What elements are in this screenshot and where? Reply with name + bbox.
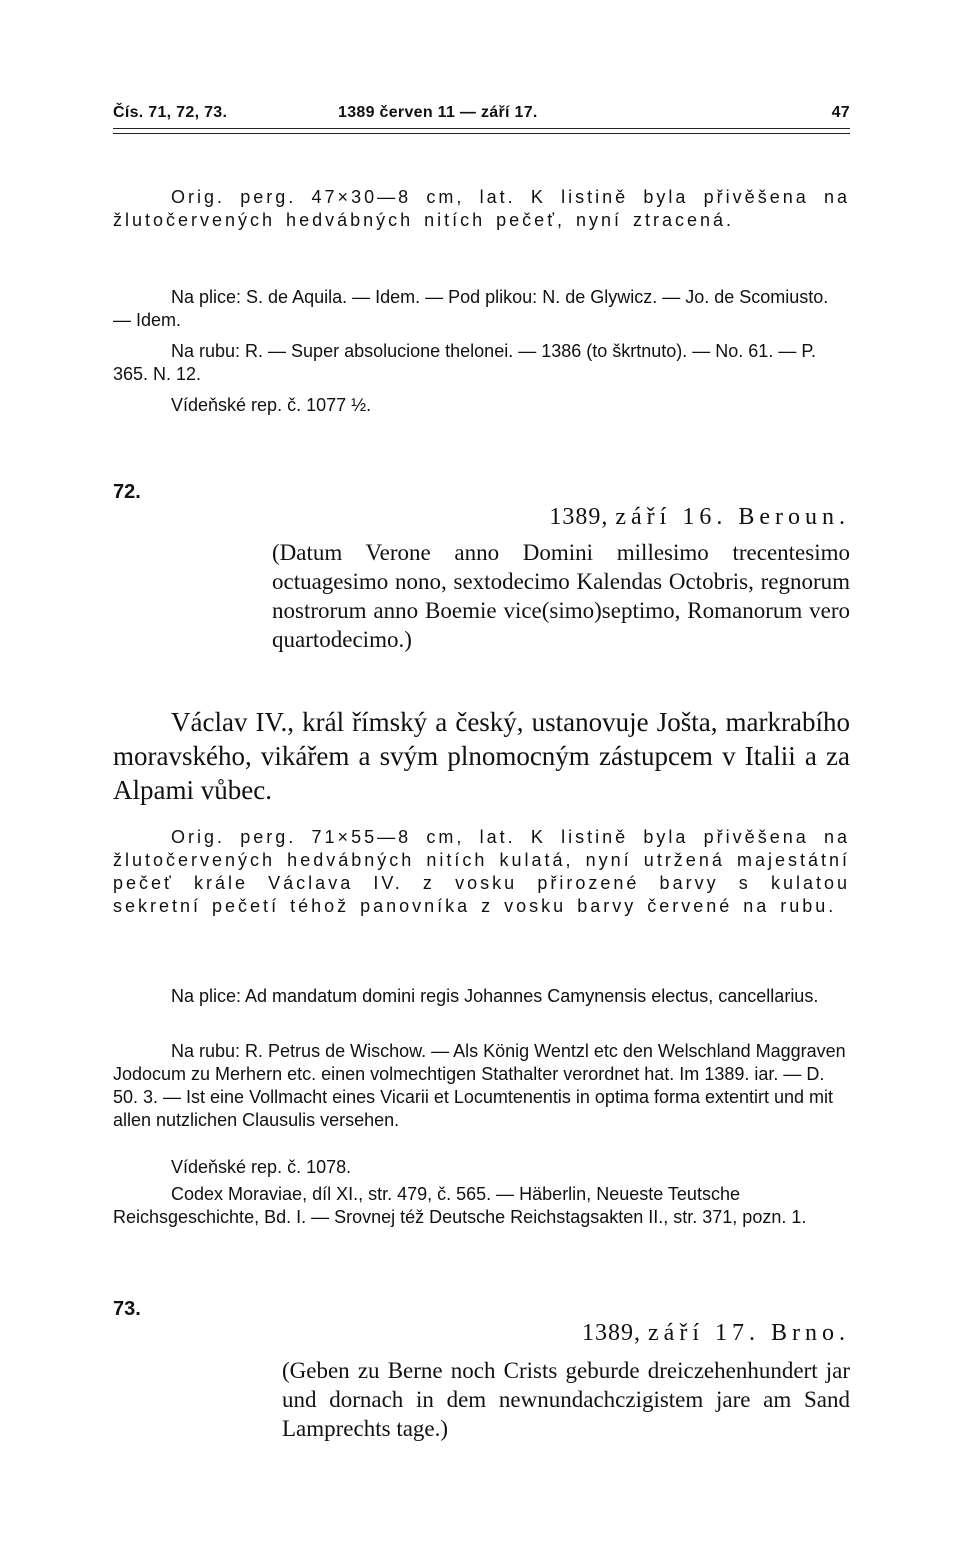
doc73-number: 73. <box>113 1298 141 1320</box>
doc71-original-description: Orig. perg. 47×30—8 cm, lat. K listině byla přivěšena na žlutočervených hedvábných nitích pečeť, nyní ztracená. <box>113 187 850 230</box>
doc72-original-description: Orig. perg. 71×55—8 cm, lat. K listině byla přivěšena na žlutočervených hedvábných nitích kulatá, nyní utržená majestátní pečeť krále Václava IV. z vosku přirozené barvy s kulatou sekretní pečetí téhož panovníka z vosku barvy červené na rubu. <box>113 827 850 916</box>
doc73-datum-clause: (Geben zu Berne noch Crists geburde dreiczehenhundert jar und dornach in dem newnundachczigistem jare am Sand Lamprechts tage.) <box>282 1358 850 1441</box>
header-doc-numbers: Čís. 71, 72, 73. <box>113 104 228 121</box>
header-date-range: 1389 červen 11 — září 17. <box>338 104 538 121</box>
doc73-date-year: 1389, <box>582 1320 642 1346</box>
doc72-videnske-rep: Vídeňské rep. č. 1078. <box>171 1157 352 1177</box>
doc72-na-rubu: Na rubu: R. Petrus de Wischow. — Als König Wentzl etc den Welschland Maggraven Jodocum zu Merhern etc. einen volmechtigen Stathalter verordnet hat. Im 1389. iar. — D. 50. 3. — Ist eine Vollmacht eines Vicarii et Locumtenentis in optima forma extentirt und mit allen nutzlichen Clausulis versehen. <box>113 1041 846 1130</box>
doc72-codex-references: Codex Moraviae, díl XI., str. 479, č. 565. — Häberlin, Neueste Teutsche Reichsgeschichte, Bd. I. — Srovnej též Deutsche Reichstagsakten II., str. 371, pozn. 1. <box>113 1184 807 1227</box>
doc72-na-plice: Na plice: Ad mandatum domini regis Johannes Camynensis electus, cancellarius. <box>171 986 819 1006</box>
header-rule-top <box>113 128 850 129</box>
doc71-na-plice: Na plice: S. de Aquila. — Idem. — Pod plikou: N. de Glywicz. — Jo. de Scomiusto. — Idem. <box>113 287 829 330</box>
page-number: 47 <box>831 104 850 121</box>
doc71-na-rubu: Na rubu: R. — Super absolucione thelonei. — 1386 (to škrtnuto). — No. 61. — P. 365. N. 12. <box>113 341 817 384</box>
doc72-regest: Václav IV., král římský a český, ustanovuje Jošta, markrabího moravského, vikářem a svým plnomocným zástupcem v Italii a za Alpami vůbec. <box>113 707 850 805</box>
doc72-date-year: 1389, <box>549 504 609 530</box>
doc72-datum-clause: (Datum Verone anno Domini millesimo trecentesimo octuagesimo nono, sextodecimo Kalendas Octobris, regnorum nostrorum anno Boemie vice(simo)septimo, Romanorum vero quartodecimo.) <box>272 540 850 652</box>
doc72-date-rest: září 16. Beroun. <box>615 504 850 530</box>
doc73-date-rest: září 17. Brno. <box>648 1320 850 1346</box>
header-rule-bottom <box>113 133 850 134</box>
doc73-date-place <box>582 1320 850 1347</box>
doc71-videnske-rep: Vídeňské rep. č. 1077 ½. <box>171 395 372 415</box>
doc72-date-place <box>549 504 850 531</box>
doc72-number: 72. <box>113 481 141 503</box>
running-header <box>113 100 850 126</box>
